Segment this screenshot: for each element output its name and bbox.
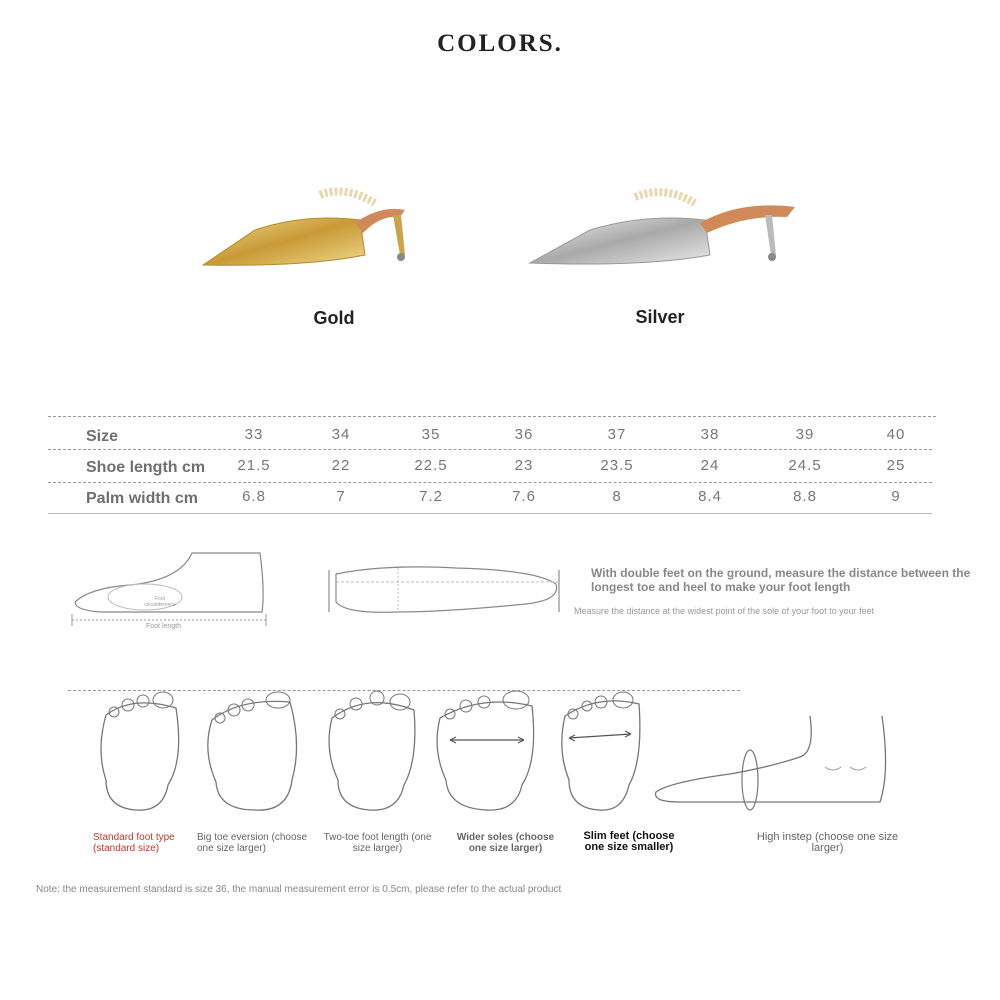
table-cell: 8 <box>612 488 622 505</box>
foot-type-caption: High instep (choose one size larger) <box>756 831 899 854</box>
big-toe-foot-icon <box>200 690 310 815</box>
table-cell: 22 <box>331 457 351 474</box>
table-cell: 7.2 <box>419 488 443 505</box>
table-row-label-palm-width: Palm width cm <box>86 490 199 507</box>
table-cell: 40 <box>886 426 906 443</box>
table-cell: 37 <box>607 426 627 443</box>
two-toe-foot-icon <box>322 690 422 815</box>
table-cell: 24 <box>700 457 720 474</box>
high-instep-icon <box>650 712 895 812</box>
foot-type-caption: Two-toe foot length (one size larger) <box>323 832 432 854</box>
slim-foot-icon <box>553 690 653 815</box>
table-cell: 25 <box>886 457 906 474</box>
table-cell: 7 <box>336 488 346 505</box>
table-rule <box>48 449 932 450</box>
table-cell: 8.8 <box>793 488 817 505</box>
table-cell: 7.6 <box>512 488 536 505</box>
table-cell: 24.5 <box>788 457 822 474</box>
table-cell: 6.8 <box>242 488 266 505</box>
table-cell: 33 <box>244 426 264 443</box>
table-cell: 39 <box>795 426 815 443</box>
table-cell: 23 <box>514 457 534 474</box>
color-label-silver[interactable]: Silver <box>635 307 685 327</box>
table-cell: 21.5 <box>237 457 271 474</box>
page-title: COLORS. <box>437 30 563 57</box>
measure-instruction: With double feet on the ground, measure the distance between the longest toe and heel to make your foot length <box>591 566 971 594</box>
table-cell: 36 <box>514 426 534 443</box>
foot-type-caption: Wider soles (choose one size larger) <box>456 832 555 854</box>
table-cell: 9 <box>891 488 901 505</box>
color-label-gold[interactable]: Gold <box>313 308 355 328</box>
silver-shoe-image <box>525 185 805 270</box>
table-cell: 35 <box>421 426 441 443</box>
table-rule-bottom <box>48 513 932 514</box>
table-cell: 22.5 <box>414 457 448 474</box>
table-cell: 8.4 <box>698 488 722 505</box>
wide-foot-icon <box>432 690 542 815</box>
table-row-label-shoe-length: Shoe length cm <box>86 459 206 476</box>
footnote: Note: the measurement standard is size 36, the manual measurement error is 0.5cm, please refer to the actual product <box>36 884 562 895</box>
foot-type-caption: Standard foot type (standard size) <box>93 832 175 854</box>
gold-shoe-image <box>195 185 415 270</box>
foot-type-caption: Big toe eversion (choose one size larger) <box>197 832 308 854</box>
standard-foot-icon <box>88 690 188 815</box>
foot-sole-diagram-icon <box>326 562 566 622</box>
foot-type-caption: Slim feet (choose one size smaller) <box>583 830 675 853</box>
table-rule-top <box>48 416 936 417</box>
measure-sub-instruction: Measure the distance at the widest point of the sole of your foot to your feet <box>574 606 875 616</box>
table-rule <box>48 482 932 483</box>
table-row-label-size: Size <box>86 428 119 445</box>
foot-length-label: Foot length <box>146 623 182 630</box>
table-cell: 23.5 <box>600 457 634 474</box>
foot-circumference-label: Foot circumference <box>144 596 176 608</box>
table-cell: 34 <box>331 426 351 443</box>
table-cell: 38 <box>700 426 720 443</box>
